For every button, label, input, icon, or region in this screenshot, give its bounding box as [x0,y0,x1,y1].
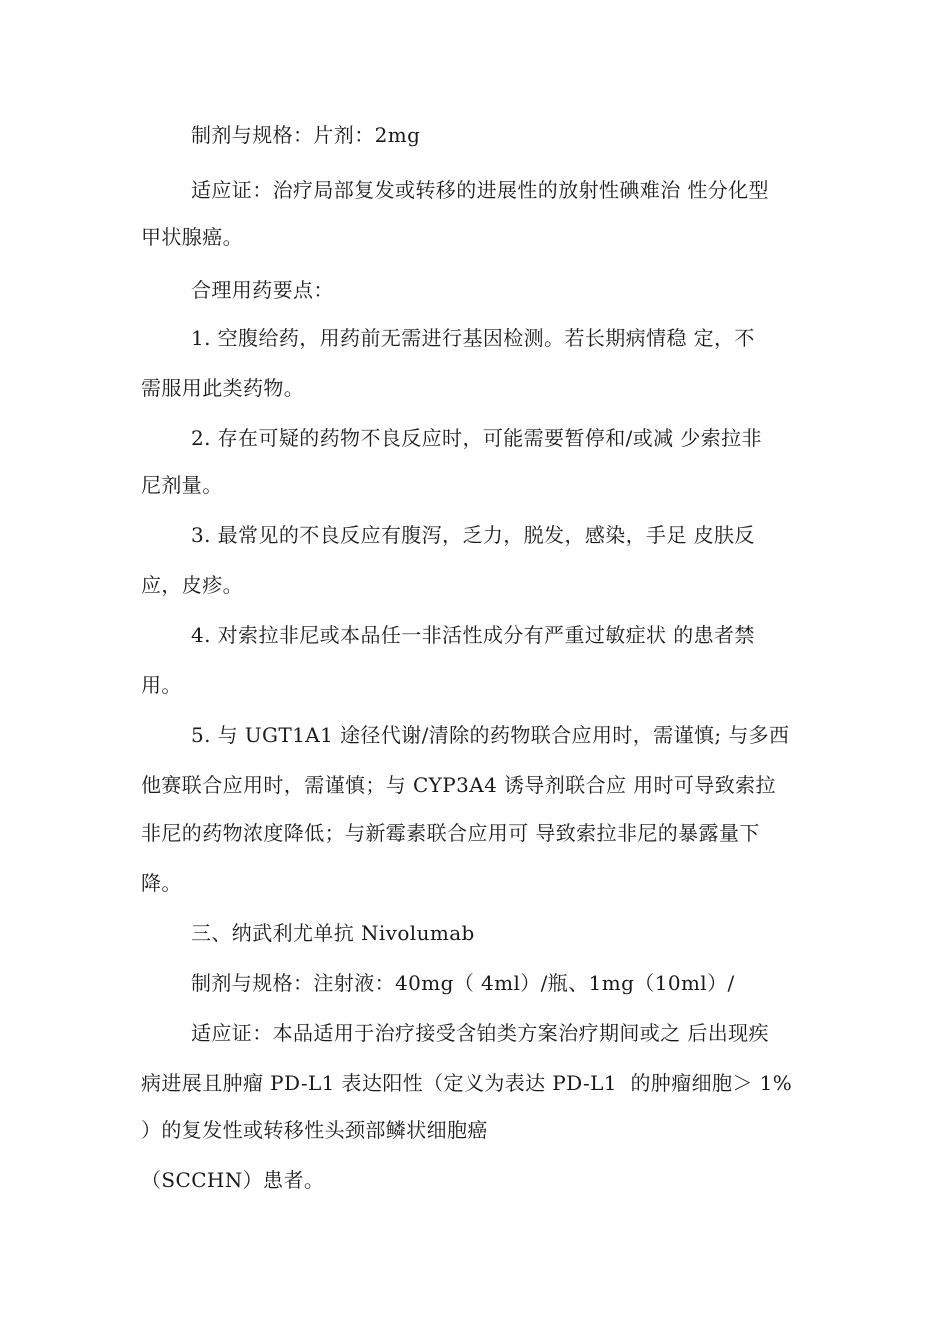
text-line: 5. 与 UGT1A1 途径代谢/清除的药物联合应用时，需谨慎; 与多西 [191,723,790,747]
text-line: 合理用药要点： [191,278,334,302]
text-line: 4. 对索拉非尼或本品任一非活性成分有严重过敏症状 的患者禁 [191,623,755,647]
text-line: 应，皮疹。 [141,573,243,597]
text-line: 他赛联合应用时，需谨慎；与 CYP3A4 诱导剂联合应 用时可导致索拉 [141,773,776,797]
text-line: 非尼的药物浓度降低；与新霉素联合应用可 导致索拉非尼的暴露量下 [141,821,760,845]
text-line: 降。 [141,871,182,895]
text-line: 制剂与规格：片剂：2mg [191,123,421,147]
text-line: （SCCHN）患者。 [141,1168,325,1192]
section-heading: 三、纳武利尤单抗 Nivolumab [191,921,475,945]
text-line: 制剂与规格：注射液：40mg（ 4ml）/瓶、1mg（10ml）/ [191,971,735,995]
text-line: 用。 [141,673,182,697]
text-line: 适应证：本品适用于治疗接受含铂类方案治疗期间或之 后出现疾 [191,1021,769,1045]
text-line: ）的复发性或转移性头颈部鳞状细胞癌 [141,1118,488,1142]
text-line: 病进展且肿瘤 PD-L1 表达阳性（定义为表达 PD-L1 的肿瘤细胞＞ 1% [141,1071,793,1095]
text-line: 适应证：治疗局部复发或转移的进展性的放射性碘难治 性分化型 [191,178,769,202]
text-line: 1. 空腹给药，用药前无需进行基因检测。若长期病情稳 定，不 [191,326,755,350]
text-line: 甲状腺癌。 [141,225,243,249]
text-line: 尼剂量。 [141,473,223,497]
text-line: 需服用此类药物。 [141,376,305,400]
text-line: 2. 存在可疑的药物不良反应时，可能需要暂停和/或减 少索拉非 [191,426,762,450]
text-line: 3. 最常见的不良反应有腹泻，乏力，脱发，感染，手足 皮肤反 [191,523,755,547]
